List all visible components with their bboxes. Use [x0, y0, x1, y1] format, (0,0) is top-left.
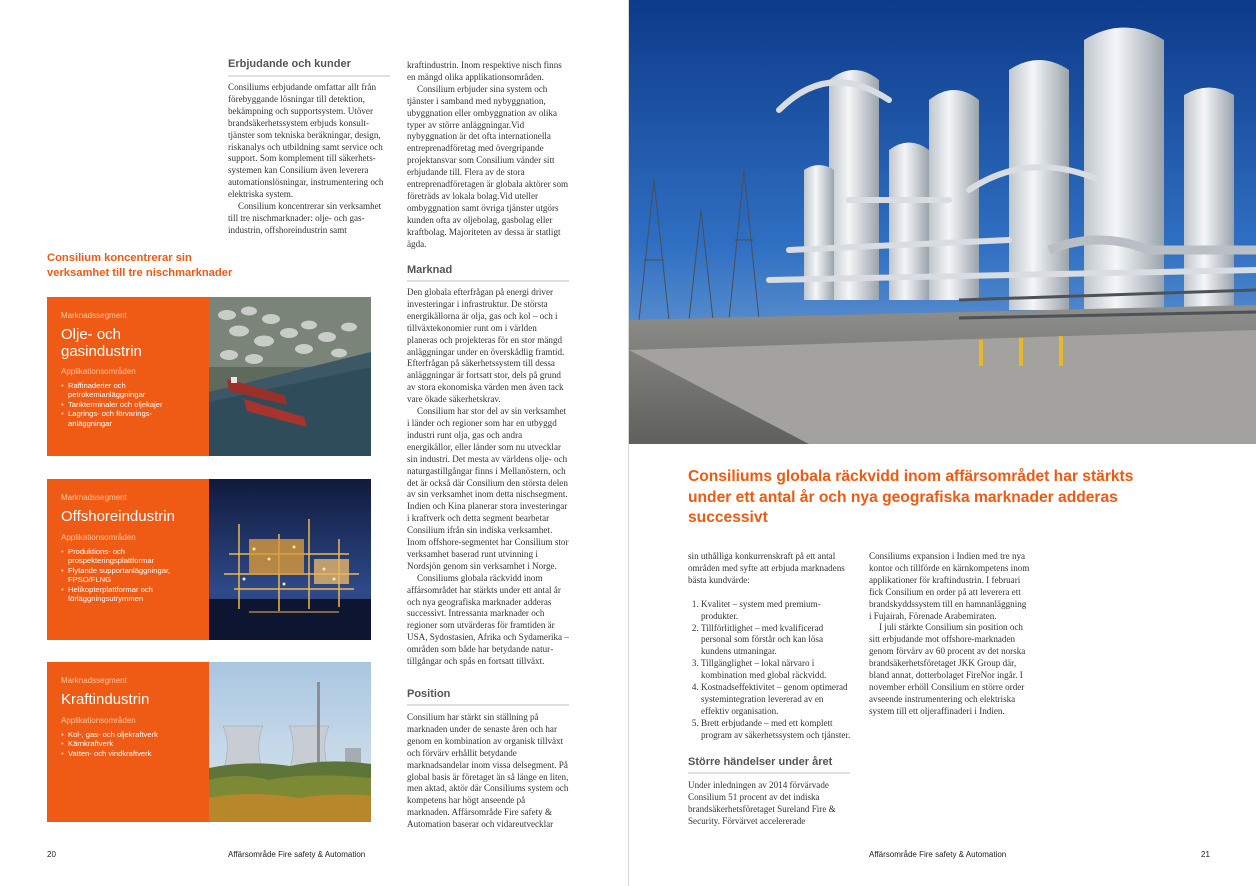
- right-col1: [688, 551, 853, 742]
- list-item: • Kol-, gas- och oljekraftverk: [61, 730, 196, 739]
- list-item: • Lagrings- och förvaringsanläggningar: [61, 409, 191, 428]
- paragraph: Consiliums globala räckvidd inom affärsområdet har stärkts under ett antal år och nya geografiska marknader adderas successivt. Intressanta marknader och regioner som utvärderas för framtiden är USA, Sydostasien, Afrika och Sydamerika – områden som både har betydande naturtillgångar och spås en fortsatt tillväxt.: [407, 572, 569, 667]
- list-item: • Raffinaderier och petrokemianläggningar: [61, 381, 191, 400]
- apps-list: [61, 730, 196, 758]
- heading-position: Position: [407, 688, 451, 700]
- apps-list: [61, 547, 196, 603]
- heading-rule: [407, 280, 569, 282]
- page-number: 21: [1201, 850, 1210, 859]
- segment-box-power: [47, 662, 209, 822]
- right-headline: Consiliums globala räckvidd inom affärsområdet har stärkts under ett antal år och nya geografiska marknader adderas successivt: [688, 468, 1134, 526]
- market-text: [407, 287, 569, 668]
- list-item: 5. Brett erbjudande – med ett komplett program av säkerhetssystem och tjänster.: [701, 718, 853, 742]
- paragraph: Consiliums expansion i Indien med tre nya kontor och tillförde en kärnkompetens inom applikationer för kraftindustrin. I februari fick Consilium en order på att leverera ett brandskyddssystem till en hamnanläggning i Fujairah, Förenade Arabemiraten.: [869, 551, 1030, 621]
- qualities-list: [688, 599, 853, 742]
- heading-rule: [228, 75, 390, 77]
- list-item: • Tankterminaler och oljekajer: [61, 400, 191, 409]
- segment-box-offshore: [47, 479, 209, 640]
- segment-label: Marknadssegment: [61, 493, 127, 502]
- segment-title: Offshoreindustrin: [61, 508, 175, 525]
- heading-rule: [407, 704, 569, 706]
- segments-heading: Consilium koncentrerar sin verksamhet till tre nischmarknader: [47, 252, 233, 279]
- paragraph: Consilium har stärkt sin ställning på marknaden under de senaste åren och har genom en kombination av organisk tillväxt och förvärv erhållit betydande marknadsandelar inom vissa delsegment. På global basis är företaget än så länge en liten, men aktad, aktör där Consiliums system och kompetens har högt anseende på marknaden. Affärsområde Fire safety & Automation baserar och vidareutvecklar: [407, 712, 569, 830]
- segment-title: Olje- och gasindustrin: [61, 326, 142, 360]
- segment-label: Marknadssegment: [61, 311, 127, 320]
- refinery-photo: [209, 297, 371, 456]
- apps-list: [61, 381, 191, 428]
- heading-events: Större händelser under året: [688, 756, 833, 768]
- paragraph: Consiliums erbjudande omfattar allt från förebyggande lösningar till detektion, bekämpning och supportsystem. Utöver brandsäkerhetssystem erbjuds konsulttjänster som tekniska beräkningar, design, riskanalys och utbildning samt service och support. Som komplement till säkerhetssystemen kan Consilium även leverera automationslösningar, instrumentering och elektriska system.: [228, 82, 384, 200]
- list-item: • Flytande supportanläggningar, FPSO/FLNG: [61, 566, 196, 585]
- list-item: • Helikopterplattformar och förläggningsutrymmen: [61, 585, 196, 604]
- list-item: • Vatten- och vindkraftverk: [61, 749, 196, 758]
- list-item: • Kärnkraftverk: [61, 739, 196, 748]
- gas-plant-photo: [629, 0, 1256, 444]
- paragraph: Consilium koncentrerar sin verksamhet till tre nischmarknader: olje- och gasindustrin, offshoreindustrin samt: [228, 201, 382, 235]
- list-item: • Produktions- och prospekteringsplattformar: [61, 547, 196, 566]
- right-col2: [869, 551, 1031, 718]
- heading-rule: [688, 772, 850, 774]
- segment-label: Marknadssegment: [61, 676, 127, 685]
- offshore-platform-photo: [209, 479, 371, 640]
- apps-label: Applikationsområden: [61, 716, 136, 725]
- paragraph: sin uthålliga konkurrenskraft på ett antal områden med syfte att erbjuda marknadens bästa kundvärde:: [688, 551, 845, 585]
- footer-title: Affärsområde Fire safety & Automation: [228, 850, 366, 859]
- apps-label: Applikationsområden: [61, 533, 136, 542]
- paragraph: Under inledningen av 2014 förvärvade Consilium 51 procent av det indiska brandsäkerhetsföretaget Sureland Fire & Security. Förvärvet accelererade: [688, 780, 836, 826]
- apps-label: Applikationsområden: [61, 367, 136, 376]
- paragraph: Consilium har stor del av sin verksamhet i länder och regioner som har en utbyggd industri runt olja, gas och andra energikällor, eller länder som nu utvecklar sin industri. Det mesta av världens olje- och naturgastillgångar finns i Mellanöstern, och det är också där Consilium den största delen av sin verksamhet inom detta nischsegment. Indien och Kina planerar stora investeringar i kraftverk och detta segment bearbetar Consilium ifrån sin indiska verksamhet. Inom offshore-segmentet har Consilium stor verksamhet baserad runt utvinning i Nordsjön genom sin verksamhet i Norge.: [407, 406, 569, 571]
- offering-text: [228, 82, 390, 237]
- list-item: 1. Kvalitet – system med premiumprodukter.: [701, 599, 853, 623]
- heading-market: Marknad: [407, 264, 453, 276]
- footer-title: Affärsområde Fire safety & Automation: [869, 850, 1007, 859]
- offering-text-cont: [407, 60, 569, 251]
- segment-box-oil-gas: [47, 297, 209, 456]
- events-text: [688, 780, 850, 828]
- heading-offering: Erbjudande och kunder: [228, 58, 351, 70]
- list-item: 2. Tillförlitlighet – med kvalificerad personal som förstår och kan lösa kundens utmaningar.: [701, 623, 853, 659]
- position-text: [407, 712, 569, 831]
- list-item: 4. Kostnadseffektivitet – genom optimerad systemintegration levererad av en effektiv organisation.: [701, 682, 853, 718]
- paragraph: kraftindustrin. Inom respektive nisch finns en mängd olika applikationsområden.: [407, 60, 562, 82]
- page-number: 20: [47, 850, 56, 859]
- paragraph: Consilium erbjuder sina system och tjänster i samband med nybyggnation, ubyggnation eller ombyggnation av olika typer av större anläggningar.Vid nybyggnation är det ofta internationella entreprenadföretag med övergripande projektansvar som Consilium vänder sitt erbjudande till. Flera av de stora entreprenadföretagen är globala aktörer som företräds av lokala bolag.Vid uteller ombyggnation samt övriga tjänster utgörs kunden ofta av oljebolag, gasbolag eller kraftbolag. Majoriteten av dessa är statligt ägda.: [407, 83, 569, 249]
- segment-title: Kraftindustrin: [61, 691, 150, 708]
- paragraph: Den globala efterfrågan på energi driver investeringar i infrastruktur. De största energikällorna är olja, gas och kol – och i tillväxtekonomier runt om i världen planeras och projekteras för en stor mängd anläggningar under en överskådlig framtid. Efterfrågan på säkerhetssystem till dessa anläggningar är fortsatt stor, dels på grund av stora ekonomiska värden men även tack vare ökade säkerhetskrav.: [407, 287, 565, 405]
- cooling-tower-photo: [209, 662, 371, 822]
- list-item: 3. Tillgänglighet – lokal närvaro i kombination med global räckvidd.: [701, 658, 853, 682]
- paragraph: I juli stärkte Consilium sin position och sitt erbjudande mot offshore-marknaden genom förvärv av 60 procent av det norska brandsäkerhetsföretaget JKK Group där, bland annat, dotterbolaget FireNor ingår. I november erhöll Consilium en större order avseende instrumentering och elektriska system till ett oljeraffinaderi i Indien.: [869, 622, 1026, 716]
